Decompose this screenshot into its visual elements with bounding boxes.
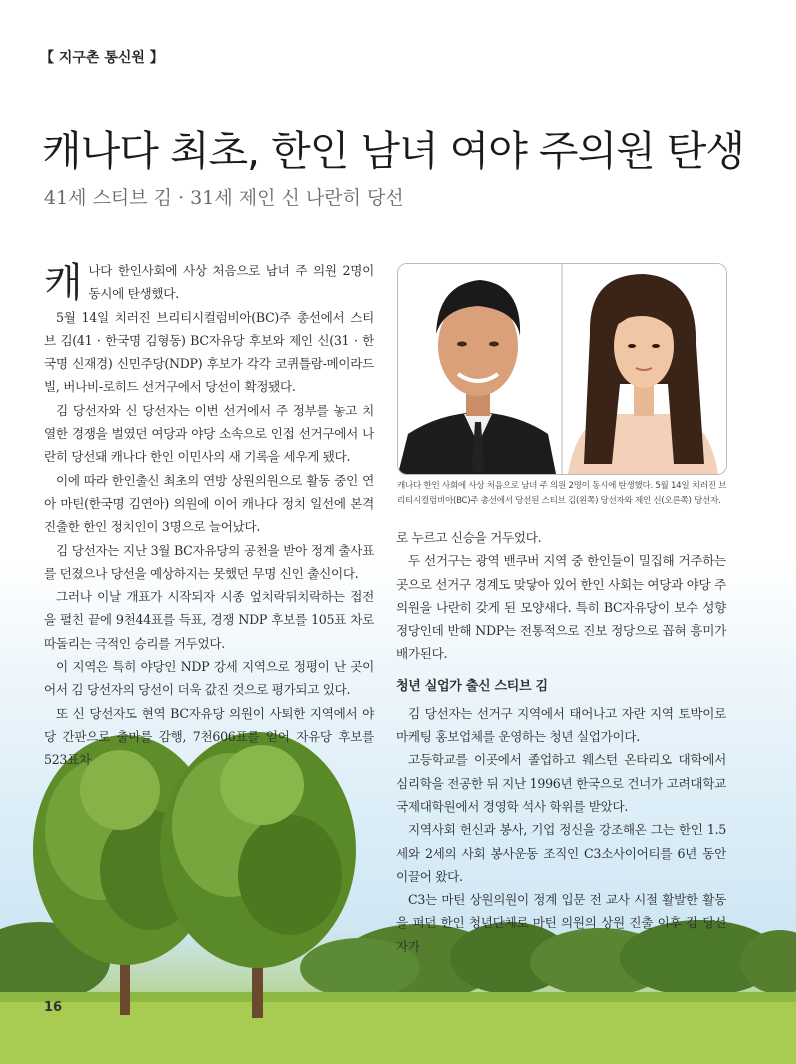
section-tag: 【 지구촌 통신원 】 [40,50,164,66]
dropcap: 캐 [44,260,83,306]
article-subtitle: 41세 스티브 김 · 31세 제인 신 나란히 당선 [44,187,404,209]
left-column [44,259,374,772]
body-paragraph: 고등학교를 이곳에서 졸업하고 웨스턴 온타리오 대학에서 심리학을 전공한 뒤 지난 1996년 한국으로 건너가 고려대학교 국제대학원에서 경영학 석사 학위를 받았다. [396,752,726,814]
page-number: 16 [44,1000,63,1015]
body-paragraph: 그러나 이날 개표가 시작되자 시종 엎치락뒤치락하는 접전을 펼친 끝에 9천44표를 득표, 경쟁 NDP 후보를 105표 차로 따돌리는 극적인 승리를 거두었다. [44,589,374,651]
body-paragraph: 지역사회 헌신과 봉사, 기업 정신을 강조해온 그는 한인 1.5세와 2세의 사회 봉사운동 조직인 C3소사이어티를 6년 동안 이끌어 왔다. [396,822,726,884]
body-paragraph: 로 누르고 신승을 거두었다. [396,530,542,545]
lead-paragraph: 캐나다 한인사회에 사상 처음으로 남녀 주 의원 2명이 동시에 탄생했다. [44,260,374,306]
article-title: 캐나다 최초, 한인 남녀 여야 주의원 탄생 [42,127,744,175]
body-paragraph: 두 선거구는 광역 밴쿠버 지역 중 한인들이 밀집해 거주하는 곳으로 선거구 경계도 맞닿아 있어 한인 사회는 여당과 야당 주의원을 나란히 갖게 된 모양새다. 특히 BC자유당이 보수 성향 정당인데 반해 NDP는 전통적으로 진보 정당으로 꼽혀 흥미가 배가된다. [396,553,726,662]
body-paragraph: 5월 14일 치러진 브리티시컬럼비아(BC)주 총선에서 스티브 김(41 · 한국명 김형동) BC자유당 후보와 제인 신(31 · 한국명 신재경) 신민주당(NDP) 후보가 각각 코퀴틀람-메이라드빌, 버나비-로히드 선거구에서 당선이 확정됐다. [44,309,374,395]
grass-field [0,992,796,1064]
photo-caption: 캐나다 한인 사회에 사상 처음으로 남녀 주 의원 2명이 동시에 탄생했다. 5월 14일 치러진 브리티시컬럼비아(BC)주 총선에서 당선된 스티브 김(왼쪽) 당선자와 제인 신(오른쪽) 당선자. [397,481,727,506]
body-paragraph: 이 지역은 특히 야당인 NDP 강세 지역으로 정평이 난 곳이어서 김 당선자의 당선이 더욱 값진 것으로 평가되고 있다. [44,659,374,698]
section-subhead: 청년 실업가 출신 스티브 김 [396,678,548,694]
right-column [396,526,726,958]
body-paragraph: 김 당선자는 선거구 지역에서 태어나고 자란 지역 토박이로 마케팅 홍보업체를 운영하는 청년 실업가이다. [396,705,726,745]
body-paragraph: 또 신 당선자도 현역 BC자유당 의원이 사퇴한 지역에서 야당 간판으로 출마를 감행, 7천606표를 얻어 자유당 후보를 523표차 [44,705,374,768]
body-paragraph: 김 당선자는 지난 3월 BC자유당의 공천을 받아 정계 출사표를 던졌으나 당선을 예상하지는 못했던 무명 신인 출신이다. [44,542,374,581]
body-paragraph: 김 당선자와 신 당선자는 이번 선거에서 주 정부를 놓고 치열한 경쟁을 벌였던 여당과 야당 소속으로 인접 선거구에서 나란히 당선돼 캐나다 한인 이민사의 새 기록을 세우게 됐다. [44,402,374,465]
body-paragraph: 이에 따라 한인출신 최초의 연방 상원의원으로 활동 중인 연아 마틴(한국명 김연아) 의원에 이어 캐나다 정치 일선에 본격 진출한 한인 정치인이 3명으로 늘어났다. [44,472,374,535]
portrait-photos [397,263,727,475]
body-paragraph: C3는 마틴 상원의원이 정계 입문 전 교사 시절 활발한 활동을 펴던 한인 청년단체로 마틴 의원의 상원 진출 이후 김 당선자가 [396,892,726,954]
